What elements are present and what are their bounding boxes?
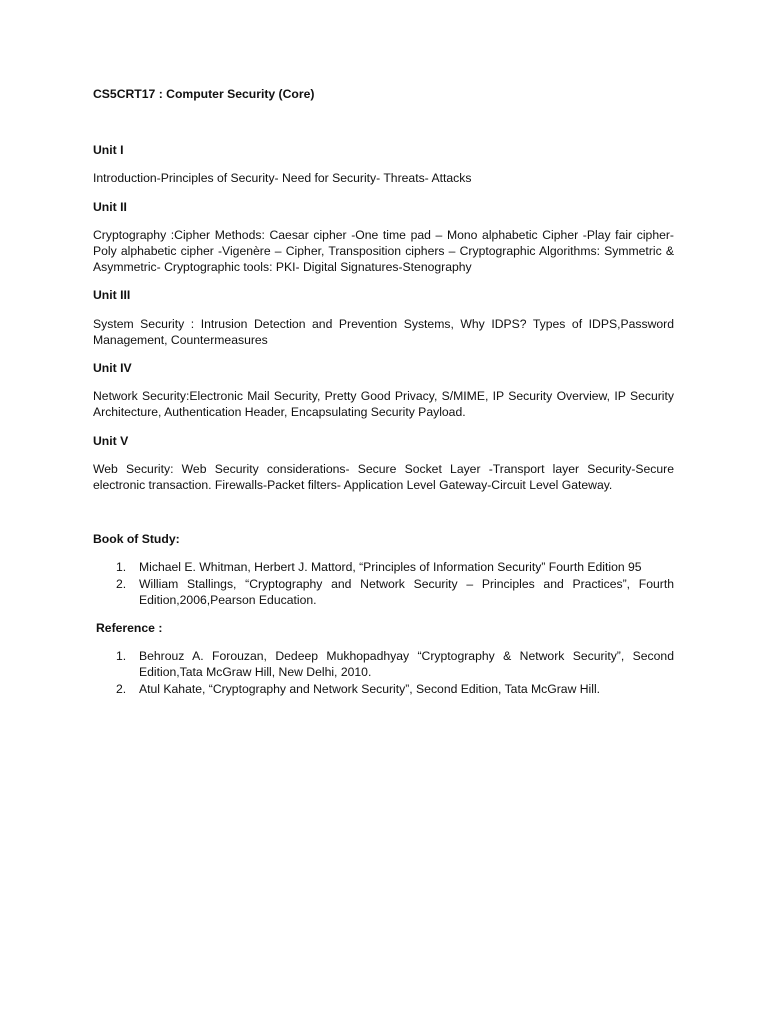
book-of-study-heading: Book of Study: — [93, 532, 180, 547]
book-of-study-list — [93, 559, 674, 608]
spacer — [93, 505, 674, 531]
list-item — [93, 648, 674, 680]
unit-5-heading: Unit V — [93, 433, 129, 448]
reference-heading: Reference : — [96, 621, 163, 636]
unit-1-section — [93, 142, 674, 186]
list-item-number: 2. — [116, 576, 127, 591]
list-item — [93, 681, 674, 697]
course-title: CS5CRT17 : Computer Security (Core) — [93, 87, 315, 101]
unit-5-body: Web Security: Web Security considerations- Secure Socket Layer -Transport layer Security-Secure electronic transaction. Firewalls-Packet filters- Application Level Gateway-Circuit Level Gateway. — [93, 461, 674, 493]
list-item-number: 1. — [116, 649, 127, 664]
unit-3-body: System Security : Intrusion Detection and Prevention Systems, Why IDPS? Types of IDPS,Password Management, Countermeasures — [93, 316, 674, 347]
reference-list — [93, 648, 674, 697]
list-item-number: 1. — [116, 560, 127, 575]
syllabus-page — [93, 86, 674, 709]
unit-2-heading: Unit II — [93, 199, 127, 214]
unit-1-body: Introduction-Principles of Security- Need for Security- Threats- Attacks — [93, 171, 472, 186]
list-item-text: Behrouz A. Forouzan, Dedeep Mukhopadhyay “Cryptography & Network Security”, Second Edition,Tata McGraw Hill, New Delhi, 2010. — [139, 649, 674, 680]
list-item-number: 2. — [116, 681, 127, 696]
reference-section — [93, 620, 674, 697]
unit-4-body: Network Security:Electronic Mail Security, Pretty Good Privacy, S/MIME, IP Security Overview, IP Security Architecture, Authentication Header, Encapsulating Security Payload. — [93, 389, 674, 420]
list-item — [93, 576, 674, 608]
unit-2-section — [93, 199, 674, 276]
list-item — [93, 559, 674, 575]
unit-1-heading: Unit I — [93, 143, 124, 158]
unit-3-section — [93, 287, 674, 348]
unit-2-body: Cryptography :Cipher Methods: Caesar cipher -One time pad – Mono alphabetic Cipher -Play fair cipher- Poly alphabetic cipher -Vigenère – Cipher, Transposition ciphers – Cryptographic Algorithms: Symmetric & Asymmetric- Cryptographic tools: PKI- Digital Signatures-Stenography — [93, 227, 674, 275]
unit-5-section — [93, 433, 674, 494]
list-item-text: Michael E. Whitman, Herbert J. Mattord, “Principles of Information Security” Fourth Edition 95 — [139, 560, 642, 575]
list-item-text: Atul Kahate, “Cryptography and Network Security”, Second Edition, Tata McGraw Hill. — [139, 681, 601, 696]
unit-4-section — [93, 360, 674, 421]
unit-3-heading: Unit III — [93, 288, 131, 303]
book-of-study-section — [93, 531, 674, 608]
list-item-text: William Stallings, “Cryptography and Network Security – Principles and Practices”, Fourth Edition,2006,Pearson Education. — [139, 576, 674, 607]
unit-4-heading: Unit IV — [93, 361, 132, 376]
